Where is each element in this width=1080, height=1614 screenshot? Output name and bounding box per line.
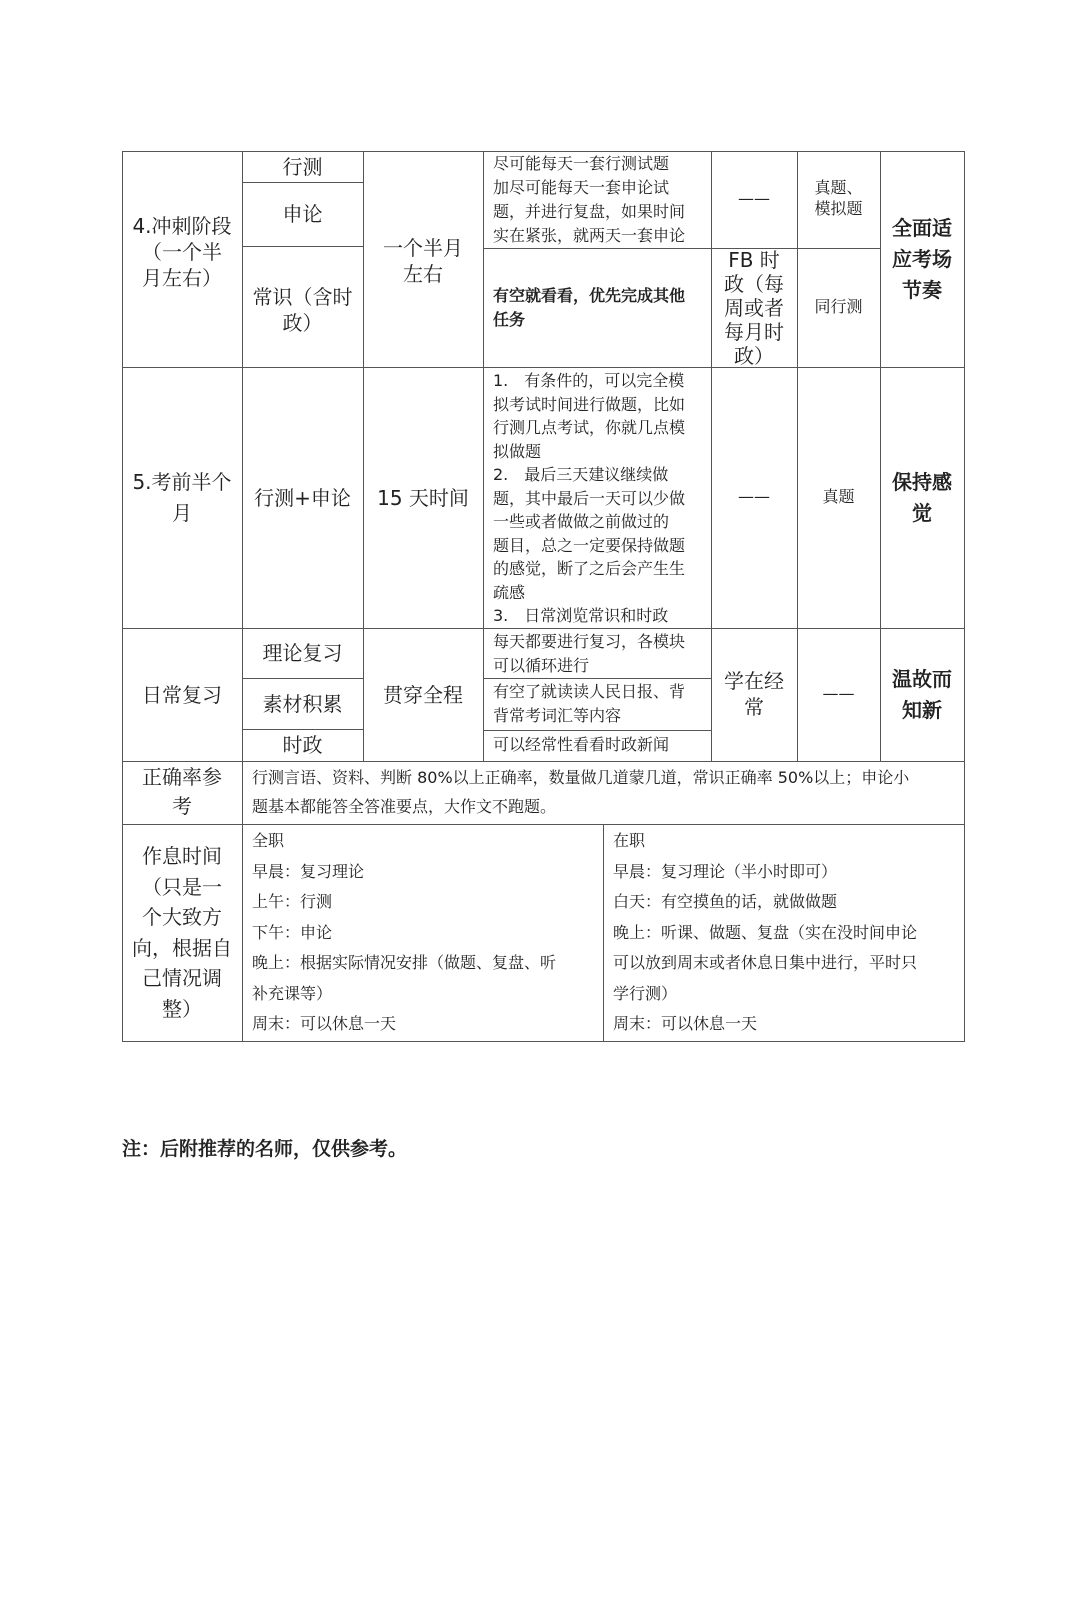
text-line: 正确率参: [142, 765, 222, 789]
cell-text: ——: [822, 684, 855, 704]
text-line: 上午：行测: [252, 892, 333, 911]
text-line: 晚上：根据实际情况安排（做题、复盘、听: [252, 953, 557, 972]
cell-text: ——: [738, 487, 770, 507]
text-line: 下午：申论: [252, 922, 333, 942]
cell-text: 申论: [282, 202, 323, 226]
text-line: 保持感: [892, 470, 952, 494]
accuracy-text: [252, 763, 960, 823]
schedule-employed: [613, 826, 961, 1040]
material-final: [711, 367, 797, 628]
text-line: 常识（含时: [252, 285, 353, 309]
text-line: 政）: [734, 344, 774, 368]
schedule-label: [122, 824, 242, 1041]
text-line: 周末：可以休息一天: [613, 1014, 758, 1033]
text-line: 周末：可以休息一天: [252, 1014, 397, 1033]
text-line: 政）: [282, 311, 323, 335]
text-line: 的感觉，断了之后会产生生: [493, 559, 686, 578]
source-sprint-a: [797, 151, 880, 248]
text-line: 温故而: [892, 667, 952, 691]
text-line: 觉: [912, 501, 932, 525]
text-line: 节奏: [902, 278, 942, 302]
text-line: 任务: [493, 310, 526, 329]
text-line: 行测几点考试，你就几点模: [493, 418, 686, 437]
text-line: 早晨：复习理论: [252, 861, 365, 881]
subject-final: [242, 367, 363, 628]
text-line: 题基本都能答全答准要点，大作文不跑题。: [252, 797, 557, 816]
text-line: 题，并进行复盘，如果时间: [493, 202, 686, 221]
plan-daily-c: [493, 730, 708, 761]
text-line: 一些或者做做之前做过的: [493, 512, 670, 531]
text-line: 2. 最后三天建议继续做: [493, 465, 669, 484]
material-sprint-a: [711, 151, 797, 248]
text-line: 周或者: [724, 296, 784, 320]
text-line: （一个半: [142, 240, 222, 264]
text-line: 4.冲刺阶段: [132, 214, 232, 238]
text-line: FB 时: [728, 248, 780, 272]
plan-sprint-b: [493, 284, 708, 344]
schedule-fulltime: [252, 826, 600, 1040]
subject-xingce: [242, 151, 363, 182]
cell-text: 理论复习: [262, 641, 343, 665]
grid-line: [122, 824, 965, 825]
cell-text: 真题: [822, 487, 855, 507]
stage-sprint: [122, 151, 242, 367]
text-line: 全职: [252, 831, 285, 850]
text-line: 常: [744, 695, 764, 719]
text-line: 有空就看看，优先完成其他: [493, 286, 686, 305]
stage-final: [122, 367, 242, 628]
text-line: 每月时: [724, 320, 784, 344]
cell-text: 素材积累: [262, 691, 343, 716]
subject-shenlun: [242, 182, 363, 246]
text-line: 有空了就读读人民日报、背: [493, 682, 686, 701]
text-line: 月: [172, 501, 192, 525]
grid-line: [122, 761, 965, 762]
cell-text: 可以经常性看看时政新闻: [493, 735, 670, 755]
text-line: 题，其中最后一天可以少做: [493, 488, 686, 508]
cell-text: 15 天时间: [377, 485, 469, 510]
text-line: 整）: [162, 996, 202, 1021]
plan-daily-b: [493, 680, 708, 729]
text-line: 应考场: [892, 247, 952, 271]
accuracy-label: [122, 761, 242, 824]
text-line: 白天：有空摸鱼的话，就做做题: [613, 892, 838, 911]
subject-material: [242, 678, 363, 729]
text-line: 可以放到周末或者休息日集中进行，平时只: [613, 953, 918, 972]
source-daily: [797, 628, 880, 761]
text-line: 学在经: [724, 669, 784, 693]
table-border-right: [964, 151, 965, 1042]
text-line: 全面适: [892, 216, 952, 240]
cell-text: 行测: [282, 154, 323, 179]
cell-text: 日常复习: [142, 682, 222, 707]
plan-sprint-a: [493, 152, 708, 248]
text-line: 行测言语、资料、判断 80%以上正确率，数量做几道蒙几道，常识正确率 50%以上；申论小: [252, 768, 910, 787]
text-line: 左右: [403, 262, 443, 286]
text-line: 题目，总之一定要保持做题: [493, 535, 686, 555]
text-line: 3. 日常浏览常识和时政: [493, 606, 669, 625]
cell-text: 时政: [282, 733, 323, 757]
text-line: 尽可能每天一套行测试题: [493, 154, 670, 173]
grid-line: [483, 151, 484, 762]
goal-daily: [880, 628, 964, 761]
text-line: 疏感: [493, 582, 526, 602]
subject-theory: [242, 628, 363, 678]
plan-final: [493, 369, 708, 627]
text-line: 月左右）: [142, 266, 222, 290]
text-line: 可以循环进行: [493, 656, 590, 675]
footnote: 注：后附推荐的名师，仅供参考。: [122, 1138, 408, 1160]
text-line: 每天都要进行复习，各模块: [493, 632, 686, 651]
text-line: 己情况调: [142, 966, 222, 990]
text-line: 向，根据自: [132, 935, 232, 960]
text-line: 早晨：复习理论（半小时即可）: [613, 861, 838, 881]
duration-final: [363, 367, 483, 628]
text-line: 一个半月: [383, 236, 463, 260]
grid-line: [603, 824, 604, 1042]
plan-daily-a: [493, 630, 708, 678]
text-line: 考: [172, 794, 192, 818]
duration-sprint: [363, 151, 483, 367]
text-line: 补充课等）: [252, 983, 333, 1003]
text-line: 在职: [613, 831, 646, 850]
text-line: 背常考词汇等内容: [493, 706, 622, 725]
stage-daily: [122, 628, 242, 761]
text-line: 晚上：听课、做题、复盘（实在没时间申论: [613, 922, 918, 942]
text-line: 个大致方: [142, 905, 222, 929]
cell-text: 贯穿全程: [383, 682, 463, 707]
cell-text: ——: [738, 189, 770, 209]
text-line: 拟做题: [493, 441, 542, 461]
table-border-bottom: [122, 1041, 965, 1042]
text-line: 作息时间: [142, 844, 222, 868]
source-final: [797, 367, 880, 628]
text-line: 真题、: [814, 178, 863, 197]
text-line: （只是一: [142, 874, 222, 899]
text-line: 学行测）: [613, 983, 678, 1003]
duration-daily: [363, 628, 483, 761]
text-line: 知新: [902, 698, 942, 722]
goal-final: [880, 367, 964, 628]
source-sprint-b: [797, 248, 880, 367]
text-line: 政（每: [724, 272, 784, 296]
text-line: 1. 有条件的，可以完全模: [493, 371, 685, 390]
text-line: 拟考试时间进行做题，比如: [493, 394, 686, 414]
text-line: 5.考前半个: [132, 470, 232, 494]
text-line: 模拟题: [814, 198, 863, 218]
text-line: 加尽可能每天一套申论试: [493, 178, 670, 197]
text-line: 实在紧张，就两天一套申论: [493, 226, 686, 245]
cell-text: 行测+申论: [254, 485, 351, 510]
material-daily: [711, 628, 797, 761]
subject-politics: [242, 729, 363, 761]
grid-line: [483, 678, 711, 679]
material-sprint-b: [711, 248, 797, 367]
goal-sprint: [880, 151, 964, 367]
cell-text: 同行测: [814, 297, 863, 317]
subject-changshi: [242, 246, 363, 367]
